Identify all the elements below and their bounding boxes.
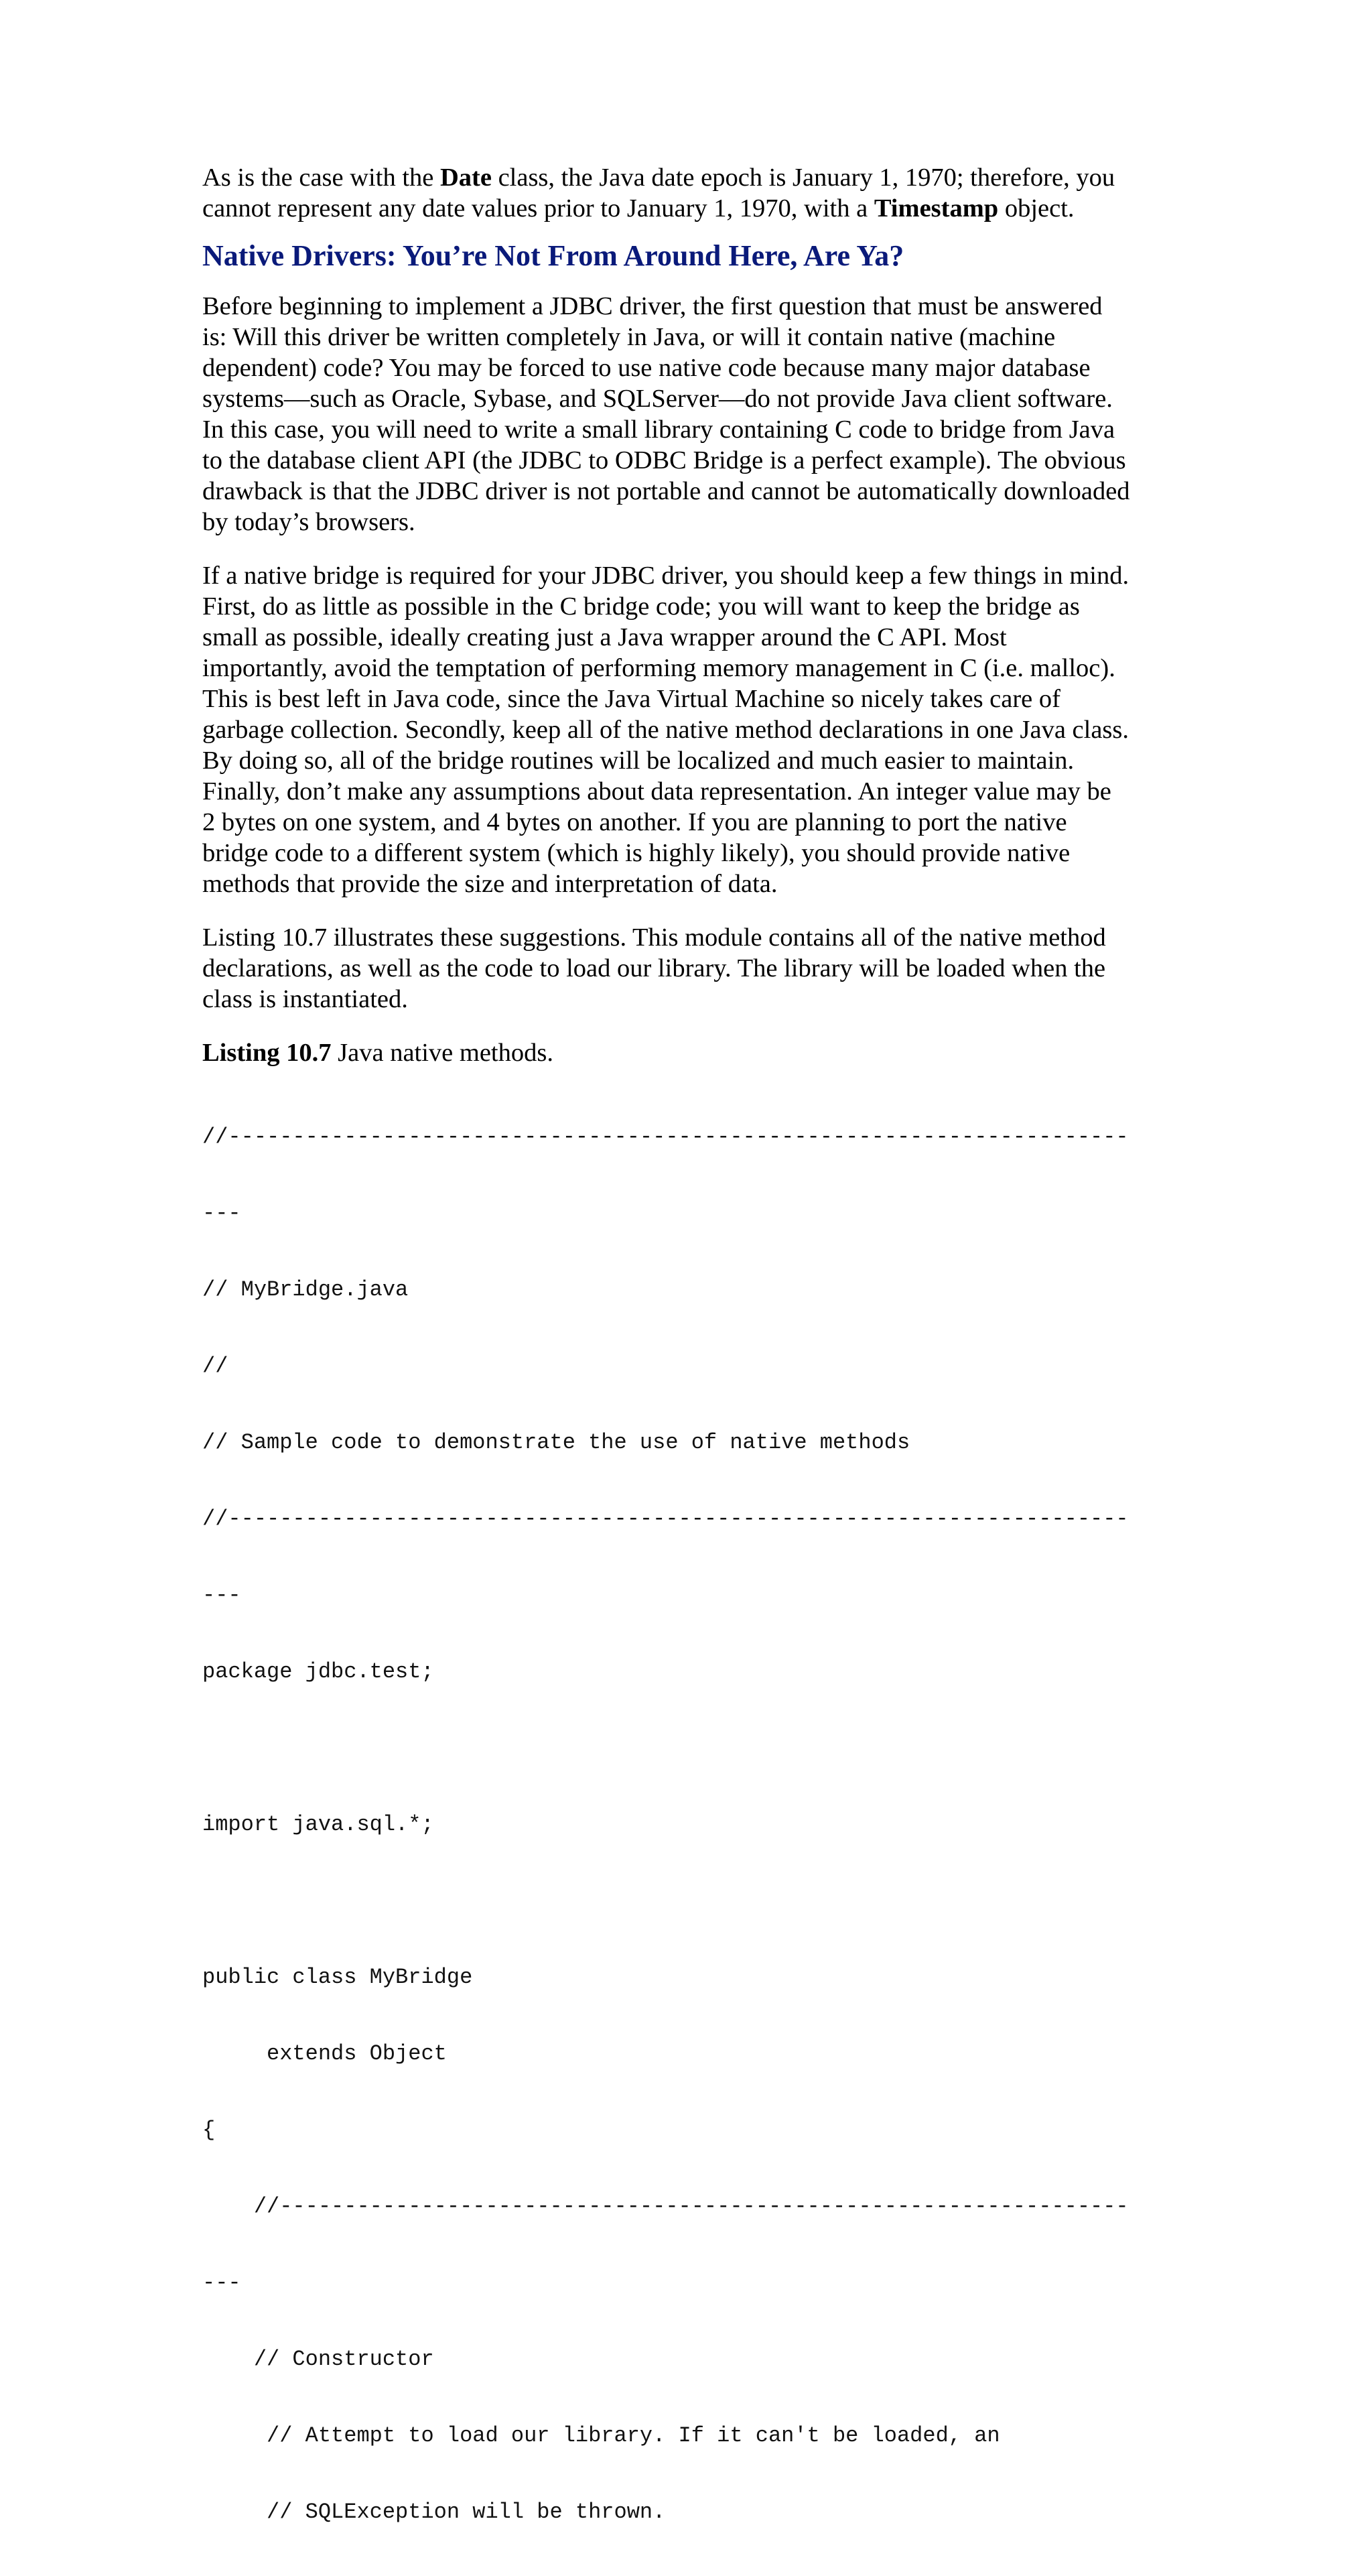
paragraph-line: garbage collection. Secondly, keep all of the native method declarations in one Java class. xyxy=(202,716,1129,744)
code-line: // Sample code to demonstrate the use of native methods xyxy=(202,1430,910,1455)
paragraph-line: 2 bytes on one system, and 4 bytes on another. If you are planning to port the native xyxy=(202,808,1067,836)
text-run: As is the case with the xyxy=(202,164,440,192)
paragraph-line: by today’s browsers. xyxy=(202,508,415,536)
paragraph-native-bridge-tips xyxy=(202,560,1180,899)
paragraph-native-code xyxy=(202,291,1180,537)
code-line: --- xyxy=(202,1201,241,1226)
code-line: --- xyxy=(202,2270,241,2295)
paragraph-line: By doing so, all of the bridge routines will be localized and much easier to maintain. xyxy=(202,747,1075,775)
code-line: // MyBridge.java xyxy=(202,1277,409,1302)
code-line: --- xyxy=(202,1583,241,1608)
code-line: package jdbc.test; xyxy=(202,1659,434,1684)
paragraph-line: First, do as little as possible in the C bridge code; you will want to keep the bridge as xyxy=(202,592,1080,621)
code-line: //------------------------------------------------------------------ xyxy=(202,2194,1129,2219)
paragraph-line: small as possible, ideally creating just a Java wrapper around the C API. Most xyxy=(202,623,1007,651)
paragraph-line: drawback is that the JDBC driver is not portable and cannot be automatically downloaded xyxy=(202,477,1130,505)
code-listing xyxy=(202,1074,1180,2576)
text-run: cannot represent any date values prior to January 1, 1970, with a xyxy=(202,194,874,222)
code-line: //---------------------------------------------------------------------- xyxy=(202,1124,1129,1149)
code-line: // Constructor xyxy=(202,2347,434,2372)
paragraph-line: Finally, don’t make any assumptions about data representation. An integer value may be xyxy=(202,777,1111,806)
paragraph-line: methods that provide the size and interpretation of data. xyxy=(202,870,778,898)
listing-title: Java native methods. xyxy=(331,1039,553,1067)
text-run: class, the Java date epoch is January 1, 1970; therefore, you xyxy=(491,164,1115,192)
code-line: import java.sql.*; xyxy=(202,1812,434,1837)
bold-term-timestamp: Timestamp xyxy=(874,194,999,222)
code-line: // SQLException will be thrown. xyxy=(202,2500,666,2524)
paragraph-line: In this case, you will need to write a small library containing C code to bridge from Java xyxy=(202,415,1115,444)
code-line xyxy=(202,1736,1180,1761)
code-line: public class MyBridge xyxy=(202,1965,473,1990)
paragraph-line: If a native bridge is required for your JDBC driver, you should keep a few things in mind. xyxy=(202,562,1129,590)
paragraph-line: dependent) code? You may be forced to use native code because many major database xyxy=(202,354,1091,382)
paragraph-line: systems—such as Oracle, Sybase, and SQLServer—do not provide Java client software. xyxy=(202,385,1113,413)
bold-term-date: Date xyxy=(439,164,492,192)
paragraph-line: bridge code to a different system (which is highly likely), you should provide native xyxy=(202,839,1071,867)
listing-caption xyxy=(202,1037,1180,1068)
paragraph-line: declarations, as well as the code to load our library. The library will be loaded when the xyxy=(202,954,1106,982)
paragraph-timestamp-epoch xyxy=(202,162,1180,224)
listing-label: Listing 10.7 xyxy=(202,1039,332,1067)
code-line: // Attempt to load our library. If it can't be loaded, an xyxy=(202,2423,1000,2448)
paragraph-line: importantly, avoid the temptation of performing memory management in C (i.e. malloc). xyxy=(202,654,1115,682)
text-run: object. xyxy=(998,194,1075,222)
code-line: { xyxy=(202,2118,216,2142)
paragraph-line: Listing 10.7 illustrates these suggestions. This module contains all of the native method xyxy=(202,923,1106,952)
paragraph-line xyxy=(202,193,1180,224)
code-line: extends Object xyxy=(202,2041,447,2066)
paragraph-line: Before beginning to implement a JDBC driver, the first question that must be answered xyxy=(202,292,1103,320)
paragraph-listing-intro xyxy=(202,922,1180,1015)
code-line xyxy=(202,1888,1180,1914)
section-heading: Native Drivers: You’re Not From Around Here, Are Ya? xyxy=(202,239,904,272)
paragraph-line: This is best left in Java code, since the Java Virtual Machine so nicely takes care of xyxy=(202,685,1060,713)
paragraph-line: class is instantiated. xyxy=(202,985,408,1013)
paragraph-line: to the database client API (the JDBC to ODBC Bridge is a perfect example). The obvious xyxy=(202,446,1126,474)
paragraph-line: is: Will this driver be written completely in Java, or will it contain native (machine xyxy=(202,323,1056,351)
paragraph-line xyxy=(202,162,1180,193)
code-line: // xyxy=(202,1354,228,1378)
code-line: //---------------------------------------------------------------------- xyxy=(202,1506,1129,1531)
page-content xyxy=(202,162,1180,2576)
